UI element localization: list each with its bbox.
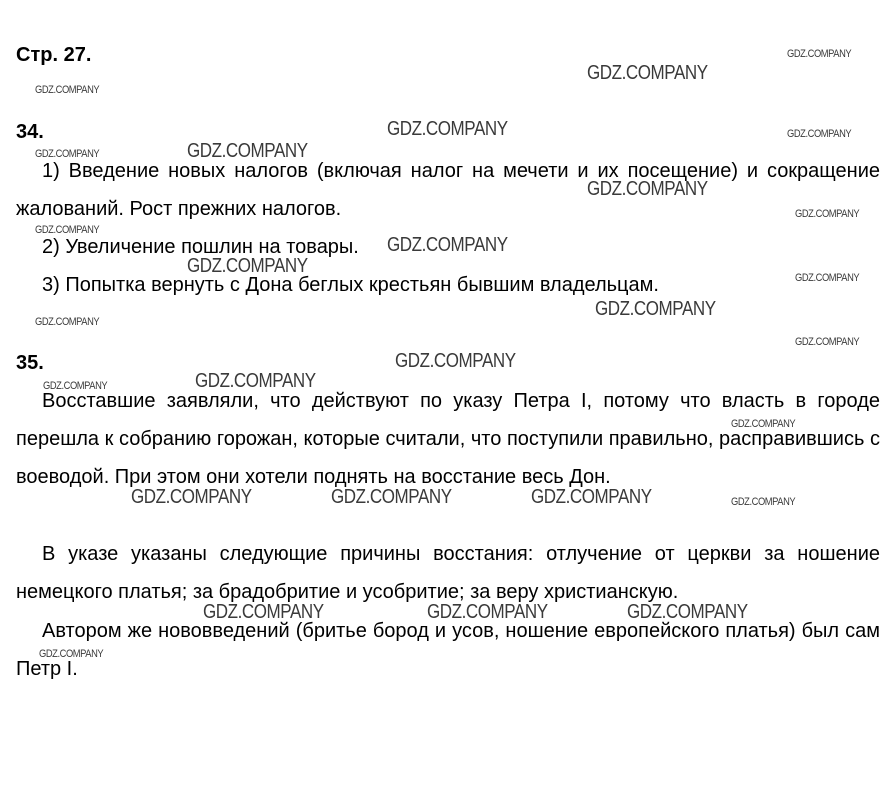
watermark: GDZ.COMPANY xyxy=(587,62,708,84)
watermark: GDZ.COMPANY xyxy=(395,350,516,372)
watermark: GDZ.COMPANY xyxy=(131,486,252,508)
watermark: GDZ.COMPANY xyxy=(795,272,860,284)
watermark: GDZ.COMPANY xyxy=(787,128,852,140)
watermark: GDZ.COMPANY xyxy=(627,601,748,623)
watermark: GDZ.COMPANY xyxy=(531,486,652,508)
watermark: GDZ.COMPANY xyxy=(427,601,548,623)
task-35-paragraph-1: Восставшие заявляли, что действуют по указу Петра I, потому что власть в городе перешла к собранию горожан, которые считали, что поступили правильно, расправившись с воеводой. При этом они хотели поднять на восстание весь Дон. xyxy=(16,390,880,488)
watermark: GDZ.COMPANY xyxy=(787,48,852,60)
task-34-number: 34. xyxy=(16,121,44,143)
task-35-number: 35. xyxy=(16,352,44,374)
watermark: GDZ.COMPANY xyxy=(35,224,100,236)
watermark: GDZ.COMPANY xyxy=(39,648,104,660)
watermark: GDZ.COMPANY xyxy=(387,234,508,256)
page-heading: Стр. 27. xyxy=(16,44,92,66)
watermark: GDZ.COMPANY xyxy=(595,298,716,320)
watermark: GDZ.COMPANY xyxy=(35,316,100,328)
task-34-item-1: 1) Введение новых налогов (включая налог на мечети и их посещение) и сокращение жалований. Рост прежних налогов. xyxy=(16,160,880,220)
watermark: GDZ.COMPANY xyxy=(387,118,508,140)
watermark: GDZ.COMPANY xyxy=(587,178,708,200)
task-35-paragraph-3: Автором же нововведений (бритье бород и усов, ношение европейского платья) был сам Петр I. xyxy=(16,620,880,680)
task-34-item-2: 2) Увеличение пошлин на товары. xyxy=(42,236,359,258)
watermark: GDZ.COMPANY xyxy=(203,601,324,623)
watermark: GDZ.COMPANY xyxy=(795,208,860,220)
watermark: GDZ.COMPANY xyxy=(187,140,308,162)
task-34-item-3: 3) Попытка вернуть с Дона беглых крестьян бывшим владельцам. xyxy=(42,274,659,296)
watermark: GDZ.COMPANY xyxy=(331,486,452,508)
watermark: GDZ.COMPANY xyxy=(195,370,316,392)
watermark: GDZ.COMPANY xyxy=(795,336,860,348)
watermark: GDZ.COMPANY xyxy=(43,380,108,392)
watermark: GDZ.COMPANY xyxy=(731,418,796,430)
watermark: GDZ.COMPANY xyxy=(731,496,796,508)
task-35-paragraph-2: В указе указаны следующие причины восстания: отлучение от церкви за ношение немецкого платья; за брадобритие и усобритие; за веру христианскую. xyxy=(16,543,880,603)
watermark: GDZ.COMPANY xyxy=(35,84,100,96)
watermark: GDZ.COMPANY xyxy=(35,148,100,160)
watermark: GDZ.COMPANY xyxy=(187,255,308,277)
